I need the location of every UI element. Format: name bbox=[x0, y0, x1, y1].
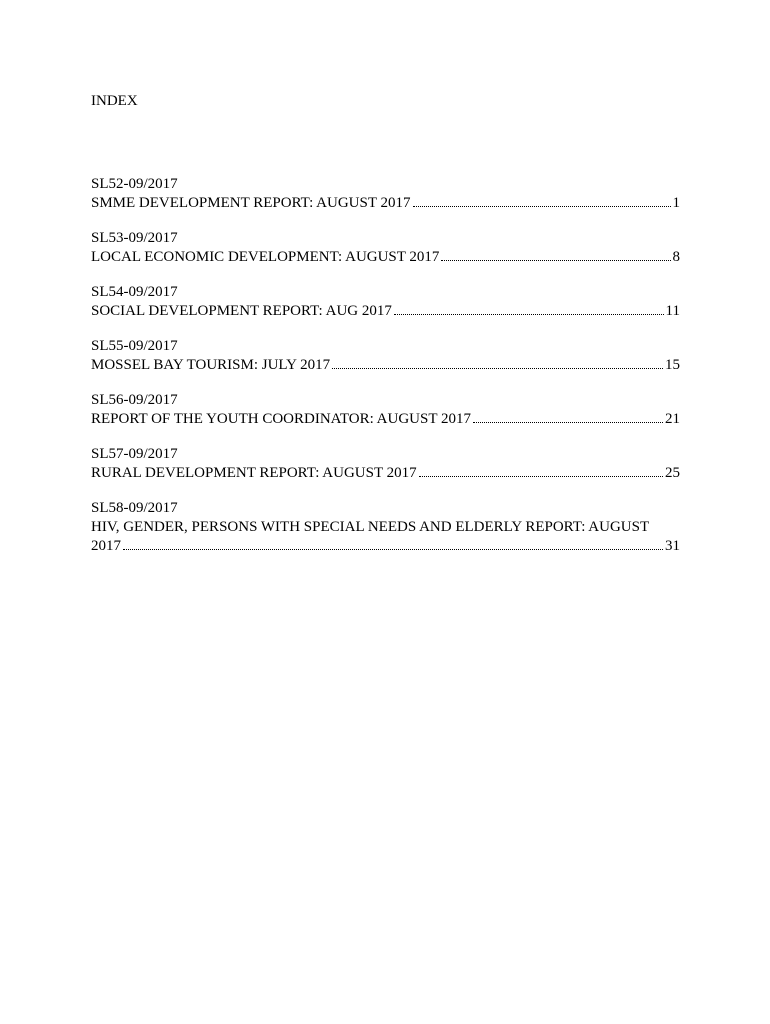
entry-title: RURAL DEVELOPMENT REPORT: AUGUST 2017 bbox=[91, 465, 417, 481]
entry-line[interactable] bbox=[91, 537, 680, 556]
index-heading: INDEX bbox=[91, 93, 138, 109]
entry-line[interactable] bbox=[91, 464, 680, 483]
entry-title-line-1[interactable]: HIV, GENDER, PERSONS WITH SPECIAL NEEDS AND ELDERLY REPORT: AUGUST bbox=[91, 519, 650, 535]
dot-leader bbox=[413, 205, 671, 207]
dot-leader bbox=[332, 367, 663, 369]
toc-entry bbox=[91, 391, 680, 429]
entry-line[interactable] bbox=[91, 248, 680, 267]
dot-leader bbox=[419, 475, 663, 477]
entry-page-number: 1 bbox=[672, 195, 680, 211]
entry-line[interactable] bbox=[91, 410, 680, 429]
entry-page-number: 15 bbox=[665, 357, 680, 373]
entry-page-number: 8 bbox=[672, 249, 680, 265]
entry-title: REPORT OF THE YOUTH COORDINATOR: AUGUST 2017 bbox=[91, 411, 471, 427]
entry-code: SL53-09/2017 bbox=[91, 230, 178, 246]
entry-title: SOCIAL DEVELOPMENT REPORT: AUG 2017 bbox=[91, 303, 392, 319]
entry-code: SL57-09/2017 bbox=[91, 446, 178, 462]
toc-entry bbox=[91, 229, 680, 267]
dot-leader bbox=[123, 548, 663, 550]
entry-line[interactable] bbox=[91, 194, 680, 213]
toc-entry bbox=[91, 499, 680, 556]
entry-title: MOSSEL BAY TOURISM: JULY 2017 bbox=[91, 357, 331, 373]
entry-code: SL58-09/2017 bbox=[91, 500, 178, 516]
entry-page-number: 11 bbox=[665, 303, 680, 319]
entry-code: SL55-09/2017 bbox=[91, 338, 178, 354]
dot-leader bbox=[441, 259, 670, 261]
entry-title-line-2: 2017 bbox=[91, 538, 121, 554]
toc-entry bbox=[91, 175, 680, 213]
dot-leader bbox=[394, 313, 664, 315]
dot-leader bbox=[473, 421, 663, 423]
entry-code: SL52-09/2017 bbox=[91, 176, 178, 192]
toc-entry bbox=[91, 445, 680, 483]
table-of-contents bbox=[91, 175, 680, 572]
entry-code: SL54-09/2017 bbox=[91, 284, 178, 300]
entry-page-number: 25 bbox=[665, 465, 680, 481]
entry-code: SL56-09/2017 bbox=[91, 392, 178, 408]
toc-entry bbox=[91, 337, 680, 375]
entry-line[interactable] bbox=[91, 356, 680, 375]
toc-entry bbox=[91, 283, 680, 321]
entry-title: LOCAL ECONOMIC DEVELOPMENT: AUGUST 2017 bbox=[91, 249, 440, 265]
entry-page-number: 31 bbox=[665, 538, 680, 554]
entry-page-number: 21 bbox=[665, 411, 680, 427]
entry-title: SMME DEVELOPMENT REPORT: AUGUST 2017 bbox=[91, 195, 411, 211]
entry-line[interactable] bbox=[91, 302, 680, 321]
